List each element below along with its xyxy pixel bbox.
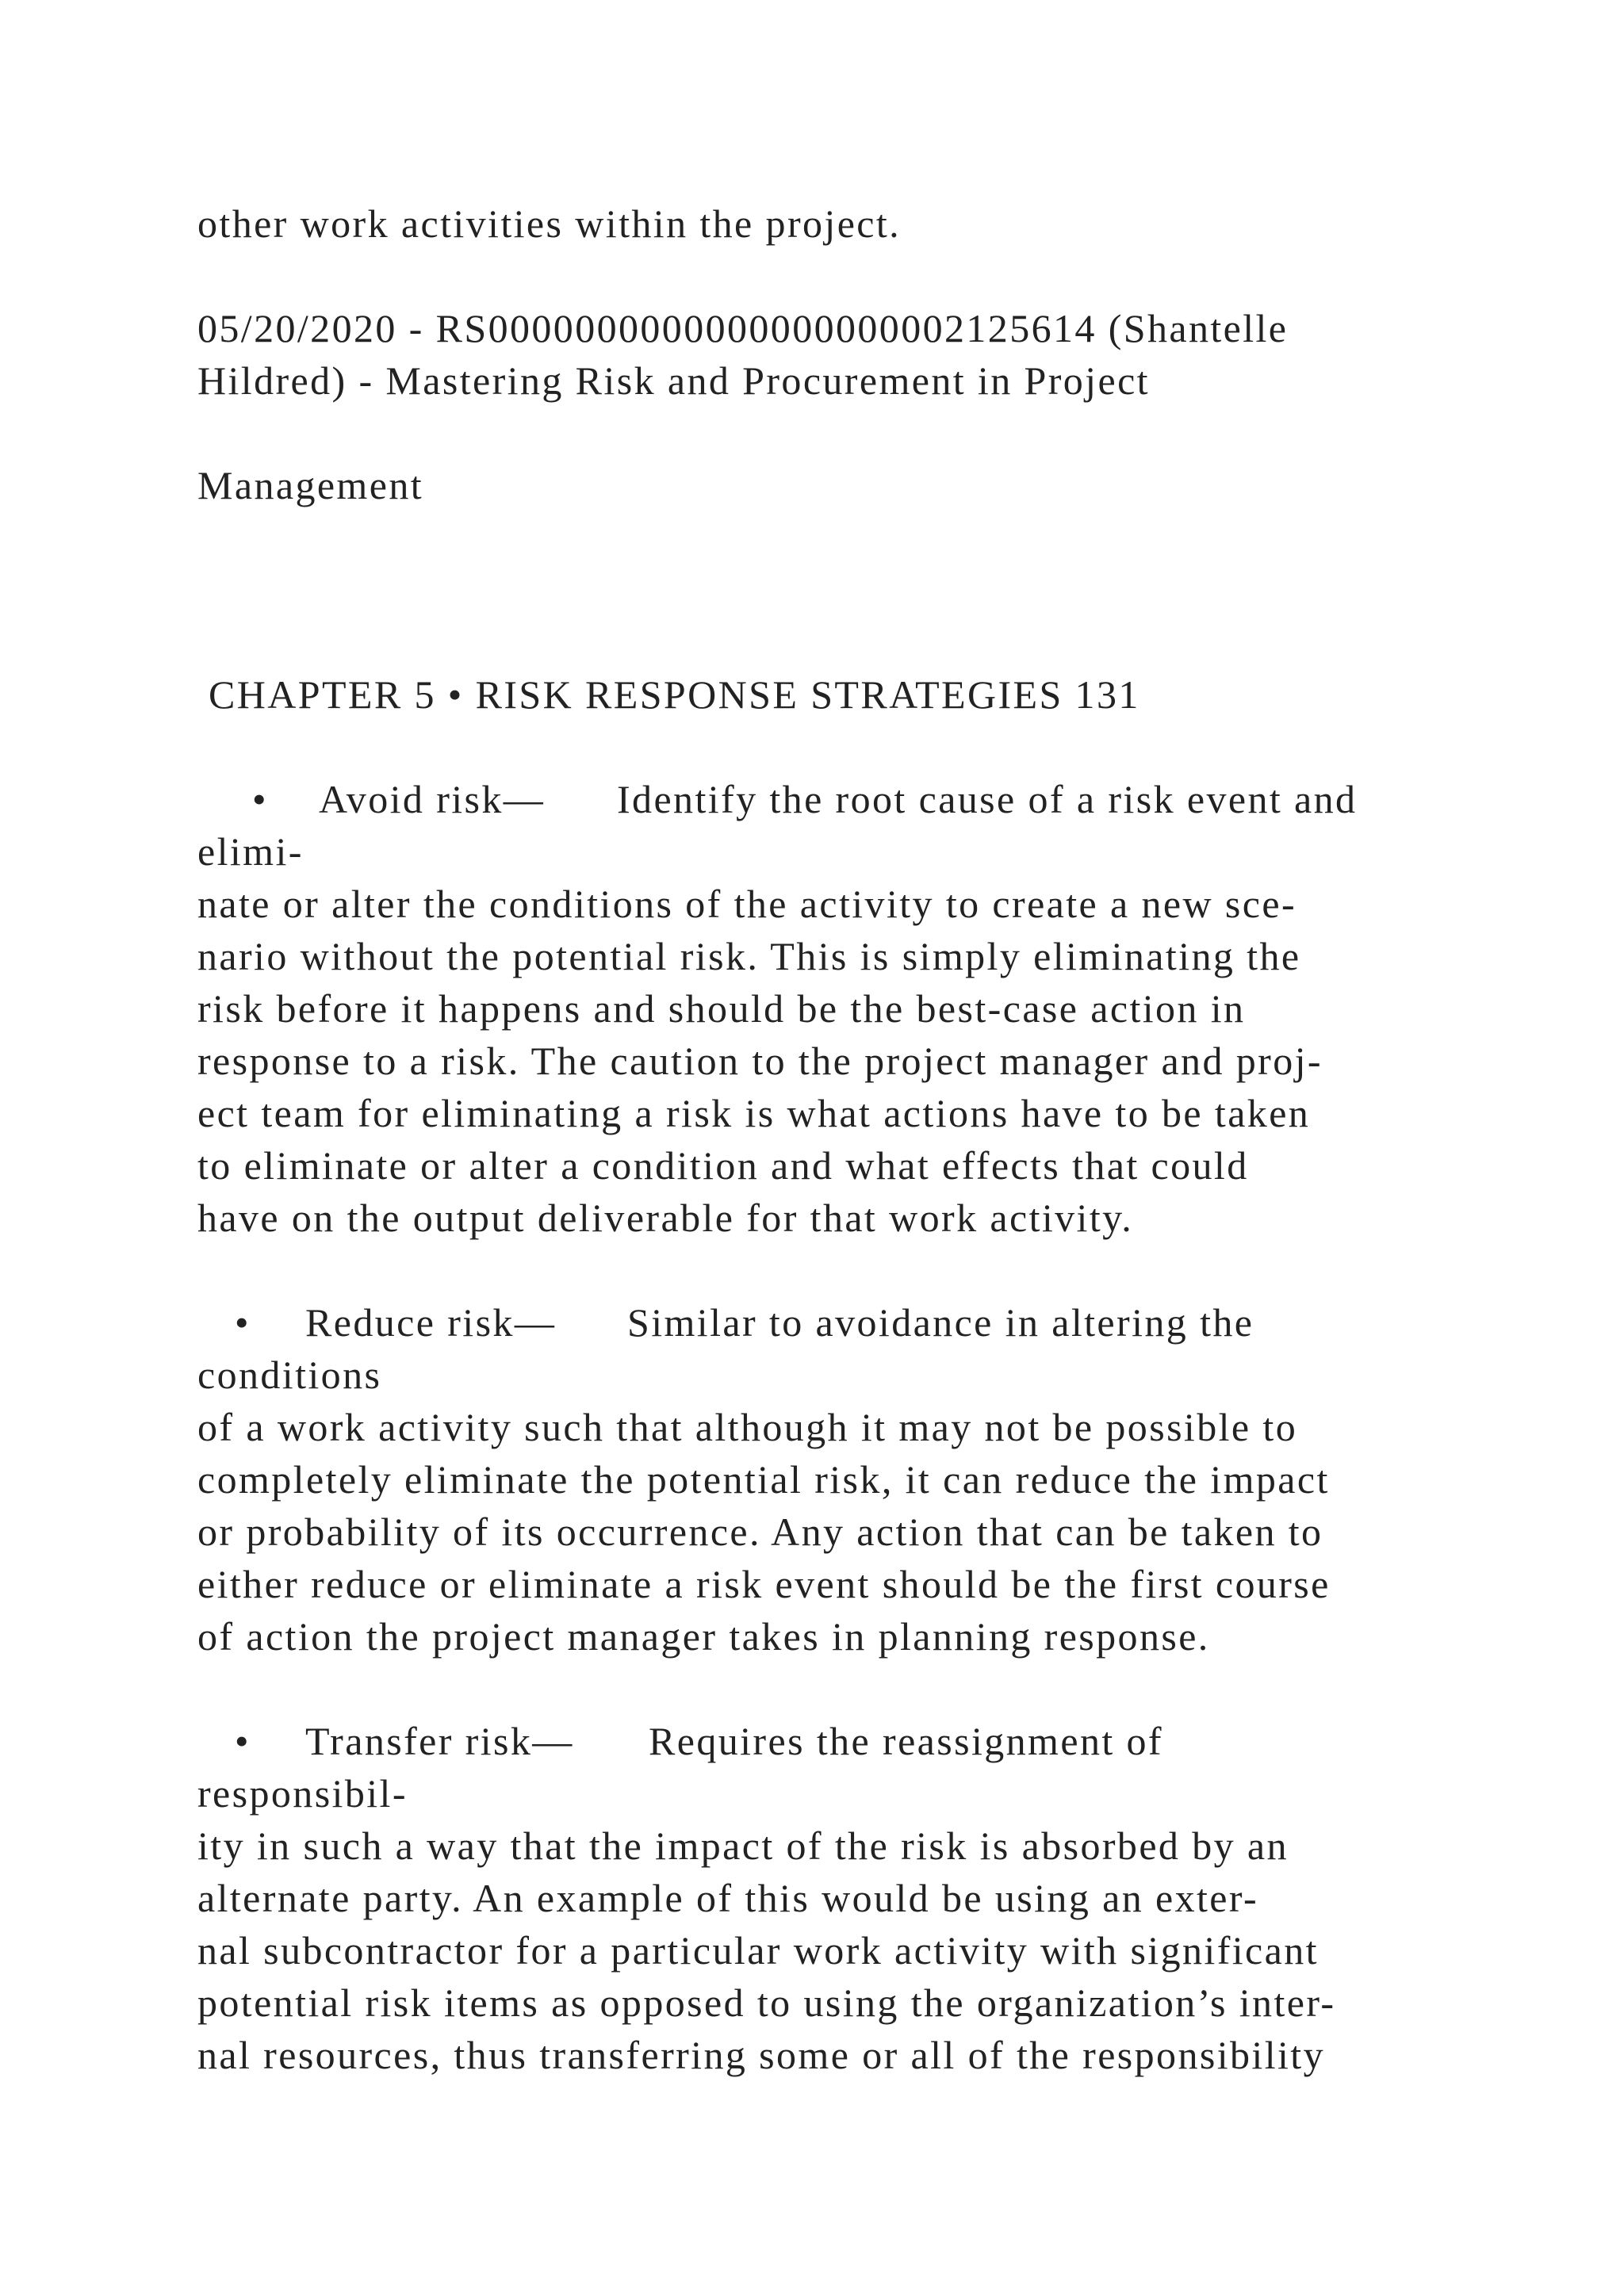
item-line: to eliminate or alter a condition and what effects that could: [197, 1143, 1249, 1188]
item-line: nal subcontractor for a particular work activity with significant: [197, 1928, 1319, 1973]
item-term: Reduce risk—: [305, 1300, 557, 1345]
item-line: nario without the potential risk. This is simply eliminating the: [197, 934, 1301, 978]
bullet: •: [252, 777, 268, 821]
item-line: completely eliminate the potential risk, it can reduce the impact: [197, 1457, 1330, 1502]
footer-stamp-line-2: Hildred) - Mastering Risk and Procurement in Project: [197, 358, 1150, 403]
footer-stamp-line-3: Management: [197, 463, 424, 507]
item-line: response to a risk. The caution to the project manager and proj-: [197, 1039, 1323, 1083]
footer-stamp-line-1: 05/20/2020 - RS0000000000000000000002125614 (Shantelle: [197, 306, 1289, 350]
item-line: conditions: [197, 1353, 382, 1397]
item-line: nate or alter the conditions of the activity to create a new sce-: [197, 882, 1297, 926]
item-line: elimi-: [197, 829, 304, 874]
chapter-header: CHAPTER 5 • RISK RESPONSE STRATEGIES 131: [209, 672, 1140, 717]
item-line: have on the output deliverable for that work activity.: [197, 1196, 1134, 1240]
item-term: Transfer risk—: [305, 1719, 574, 1763]
item-line: ity in such a way that the impact of the risk is absorbed by an: [197, 1823, 1289, 1868]
item-first-line: Requires the reassignment of: [649, 1719, 1163, 1763]
item-line: alternate party. An example of this would be using an exter-: [197, 1876, 1258, 1920]
item-line: nal resources, thus transferring some or all of the responsibility: [197, 2033, 1325, 2077]
item-term: Avoid risk—: [319, 777, 546, 821]
item-line: risk before it happens and should be the best-case action in: [197, 986, 1246, 1031]
item-line: potential risk items as opposed to using the organization’s inter-: [197, 1980, 1336, 2025]
item-line: responsibil-: [197, 1771, 408, 1816]
bullet: •: [235, 1719, 251, 1763]
bullet: •: [235, 1300, 251, 1345]
item-line: ect team for eliminating a risk is what actions have to be taken: [197, 1091, 1311, 1135]
item-line: either reduce or eliminate a risk event should be the first course: [197, 1562, 1331, 1606]
item-line: or probability of its occurrence. Any action that can be taken to: [197, 1510, 1323, 1554]
intro-line: other work activities within the project.: [197, 201, 902, 246]
item-line: of a work activity such that although it may not be possible to: [197, 1405, 1298, 1449]
item-line: of action the project manager takes in planning response.: [197, 1614, 1210, 1659]
item-first-line: Similar to avoidance in altering the: [627, 1300, 1254, 1345]
item-first-line: Identify the root cause of a risk event and: [617, 777, 1358, 821]
